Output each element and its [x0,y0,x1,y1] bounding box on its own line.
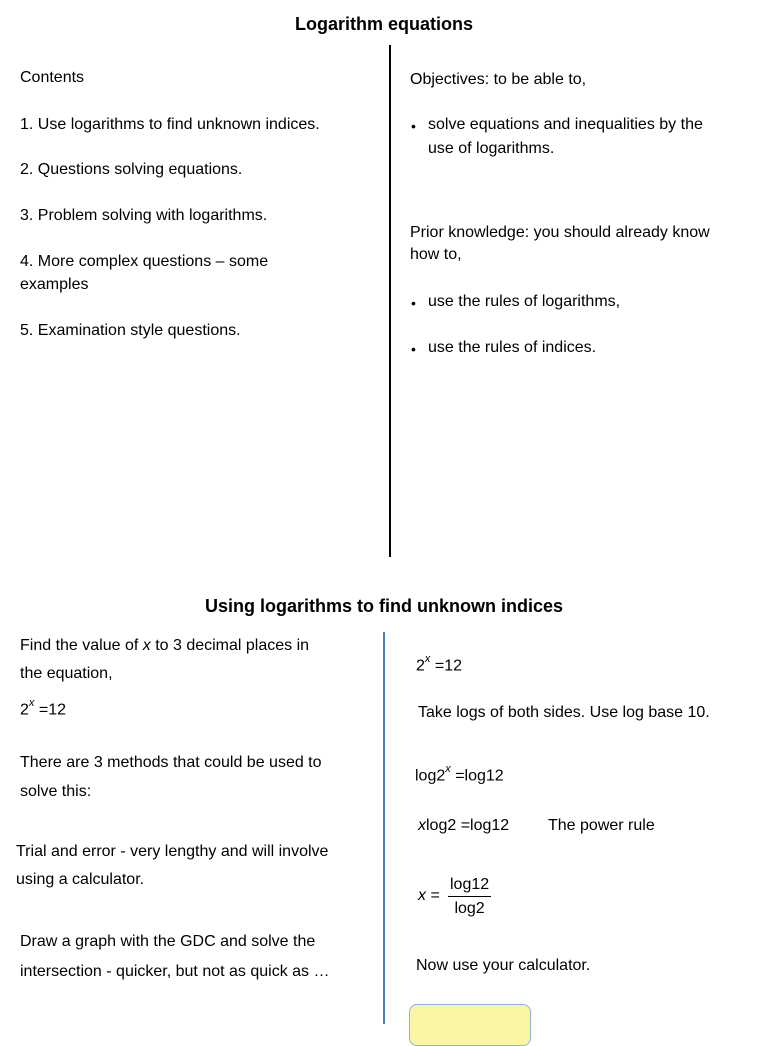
fraction-denominator: log2 [454,900,485,917]
question-line-2: the equation, [20,665,113,682]
method-1-line-1: Trial and error - very lengthy and will involve [16,843,329,860]
methods-line-2: solve this: [20,783,92,800]
prior-heading-line-2: how to, [410,246,462,263]
bullet-icon: • [411,341,416,357]
section-title: Using logarithms to find unknown indices [204,596,563,616]
contents-item-4: 4. More complex questions – some [20,253,269,270]
methods-line-1: There are 3 methods that could be used to [20,754,322,771]
contents-item-5: 5. Examination style questions. [20,322,241,339]
prior-item-2: use the rules of indices. [428,339,597,356]
contents-item-3: 3. Problem solving with logarithms. [20,207,268,224]
objectives-heading: Objectives: to be able to, [410,71,587,88]
contents-item-2: 2. Questions solving equations. [20,161,243,178]
method-2-line-2: intersection - quicker, but not as quick as … [20,963,330,980]
method-1-line-2: using a calculator. [16,871,145,888]
question-line-1: Find the value of x to 3 decimal places in [20,637,310,654]
objective-line-1: solve equations and inequalities by the [428,116,703,133]
step-use-calculator: Now use your calculator. [416,957,591,974]
column-divider [389,45,391,557]
bullet-icon: • [411,118,416,134]
power-rule-note: The power rule [548,817,655,834]
slide-title: Logarithm equations [294,14,473,34]
prior-item-1: use the rules of logarithms, [428,293,621,310]
prior-heading-line-1: Prior knowledge: you should already know [410,224,710,241]
answer-box [409,1004,531,1046]
objective-line-2: use of logarithms. [428,140,555,157]
contents-heading: Contents [20,69,85,86]
method-2-line-1: Draw a graph with the GDC and solve the [20,933,316,950]
fraction-numerator: log12 [448,874,491,897]
working-equation: $2^x =12$ [416,653,462,675]
solution-lhs: x = [418,887,440,904]
column-divider [383,632,385,1024]
contents-item-4-cont: examples [20,276,89,293]
contents-item-1: 1. Use logarithms to find unknown indices. [20,116,320,133]
step-log-equation: $\log 2^x =\log 12$ [415,763,504,785]
step-take-logs: Take logs of both sides. Use log base 10. [418,704,710,721]
solution-fraction [448,874,491,921]
step-power-rule-equation: xlog2 =log12 [418,817,510,834]
question-equation: $2^x =12$ [20,697,66,719]
bullet-icon: • [411,295,416,311]
